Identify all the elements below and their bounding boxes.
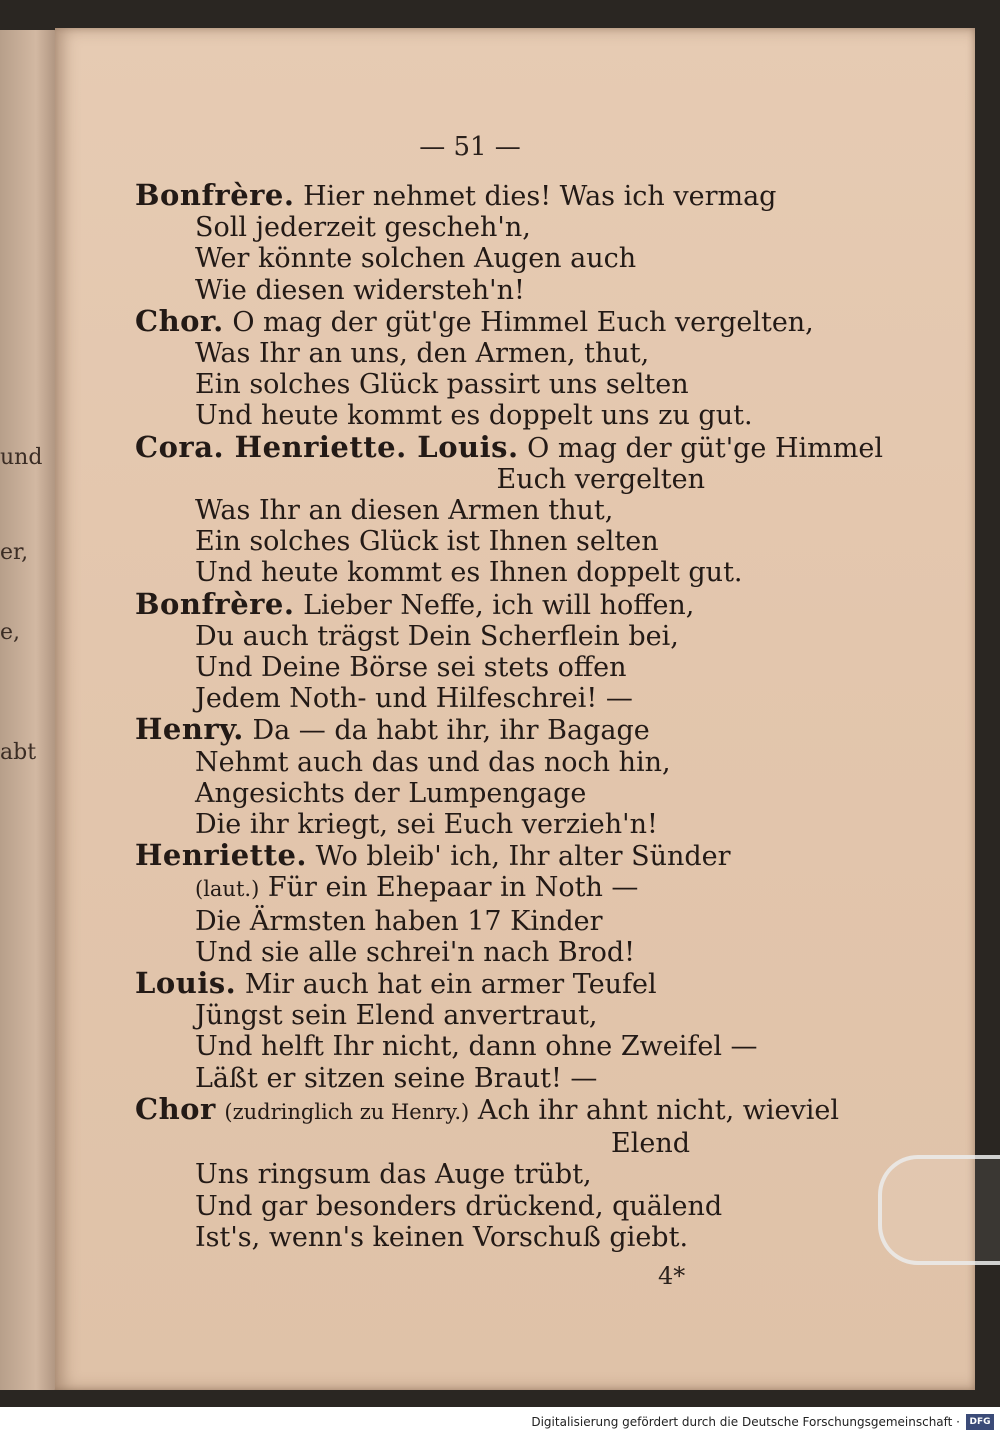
- verse-line: Und heute kommt es Ihnen doppelt gut.: [195, 557, 743, 589]
- speaker-name: Henriette.: [135, 838, 308, 873]
- verse-line: Jedem Noth- und Hilfeschrei! —: [195, 683, 633, 715]
- footer-credit: Digitalisierung gefördert durch die Deutsche Forschungsgemeinschaft ·: [531, 1415, 960, 1429]
- verse-line: Für ein Ehepaar in Noth —: [267, 872, 639, 904]
- speech: [135, 840, 835, 968]
- speaker-name: Cora. Henriette. Louis.: [135, 429, 519, 464]
- verse-line: Wie diesen widersteh'n!: [195, 274, 525, 306]
- verse-line: Was Ihr an uns, den Armen, thut,: [195, 338, 650, 370]
- verse-line: Jüngst sein Elend anvertraut,: [195, 1000, 598, 1032]
- verse-line: Ein solches Glück ist Ihnen selten: [195, 526, 659, 558]
- speech: [135, 429, 883, 589]
- verse-line: Und helft Ihr nicht, dann ohne Zweifel —: [195, 1031, 758, 1063]
- verse-line: Und heute kommt es doppelt uns zu gut.: [195, 400, 753, 432]
- speaker-name: Chor.: [135, 303, 224, 338]
- verse-line: Wo bleib' ich, Ihr alter Sünder: [315, 841, 731, 873]
- verse-line: Ist's, wenn's keinen Vorschuß giebt.: [195, 1221, 689, 1253]
- edge-fragment: er,: [0, 540, 29, 565]
- verse-line: Ach ihr ahnt nicht, wieviel: [477, 1094, 840, 1126]
- play-text: [135, 178, 883, 1253]
- verse-line: Läßt er sitzen seine Braut! —: [195, 1062, 598, 1094]
- verse-line: Was Ihr an diesen Armen thut,: [195, 495, 614, 527]
- verse-continuation: Elend: [611, 1128, 690, 1160]
- speaker-name: Bonfrère.: [135, 586, 295, 621]
- verse-line: Da — da habt ihr, ihr Bagage: [252, 715, 650, 747]
- verse-line: Und sie alle schrei'n nach Brod!: [195, 936, 635, 968]
- edge-fragment: und: [0, 445, 43, 470]
- verse-line: Wer könnte solchen Augen auch: [195, 243, 637, 275]
- verse-line: Uns ringsum das Auge trübt,: [195, 1159, 592, 1191]
- speaker-name: Bonfrère.: [135, 178, 295, 212]
- footer-bar: [0, 1407, 1000, 1435]
- verse-line: Ein solches Glück passirt uns selten: [195, 369, 689, 401]
- speaker-name: Henry.: [135, 712, 244, 747]
- verse-line: Die Ärmsten haben 17 Kinder: [195, 905, 603, 937]
- verse-line: Soll jederzeit gescheh'n,: [195, 212, 531, 244]
- page-number: — 51 —: [419, 132, 521, 162]
- verse-line: Nehmt auch das und das noch hin,: [195, 746, 671, 778]
- speech: [135, 714, 835, 840]
- speaker-name: Louis.: [135, 966, 237, 1001]
- verse-line: Lieber Neffe, ich will hoffen,: [303, 589, 695, 621]
- verse-line: Du auch trägst Dein Scherflein bei,: [195, 620, 679, 652]
- verse-line: O mag der güt'ge Himmel: [527, 432, 883, 464]
- verse-line: Hier nehmet dies! Was ich vermag: [303, 181, 777, 212]
- verse-line: Die ihr kriegt, sei Euch verzieh'n!: [195, 809, 658, 841]
- left-page-edge: [0, 30, 60, 1390]
- stage-direction: (laut.): [195, 877, 260, 902]
- speaker-name: Chor: [135, 1091, 216, 1126]
- verse-line: Mir auch hat ein armer Teufel: [244, 969, 657, 1001]
- speech: [135, 586, 835, 715]
- verse-line: Und gar besonders drückend, quälend: [195, 1190, 723, 1222]
- verse-line: O mag der güt'ge Himmel Euch vergelten,: [232, 306, 814, 338]
- edge-fragment: e,: [0, 620, 21, 645]
- edge-fragment: abt: [0, 740, 37, 765]
- page-clip: [878, 1155, 1000, 1265]
- speech: [135, 968, 835, 1094]
- verse-continuation: Euch vergelten: [496, 463, 705, 495]
- verse-line: Und Deine Börse sei stets offen: [195, 652, 627, 684]
- verse-line: Angesichts der Lumpengage: [195, 777, 587, 809]
- signature-mark: 4*: [658, 1262, 686, 1290]
- speech: [135, 303, 835, 432]
- stage-direction: (zudringlich zu Henry.): [224, 1099, 470, 1124]
- dfg-logo-icon: DFG: [966, 1414, 994, 1430]
- speech: [135, 1091, 840, 1253]
- speech: [135, 180, 835, 306]
